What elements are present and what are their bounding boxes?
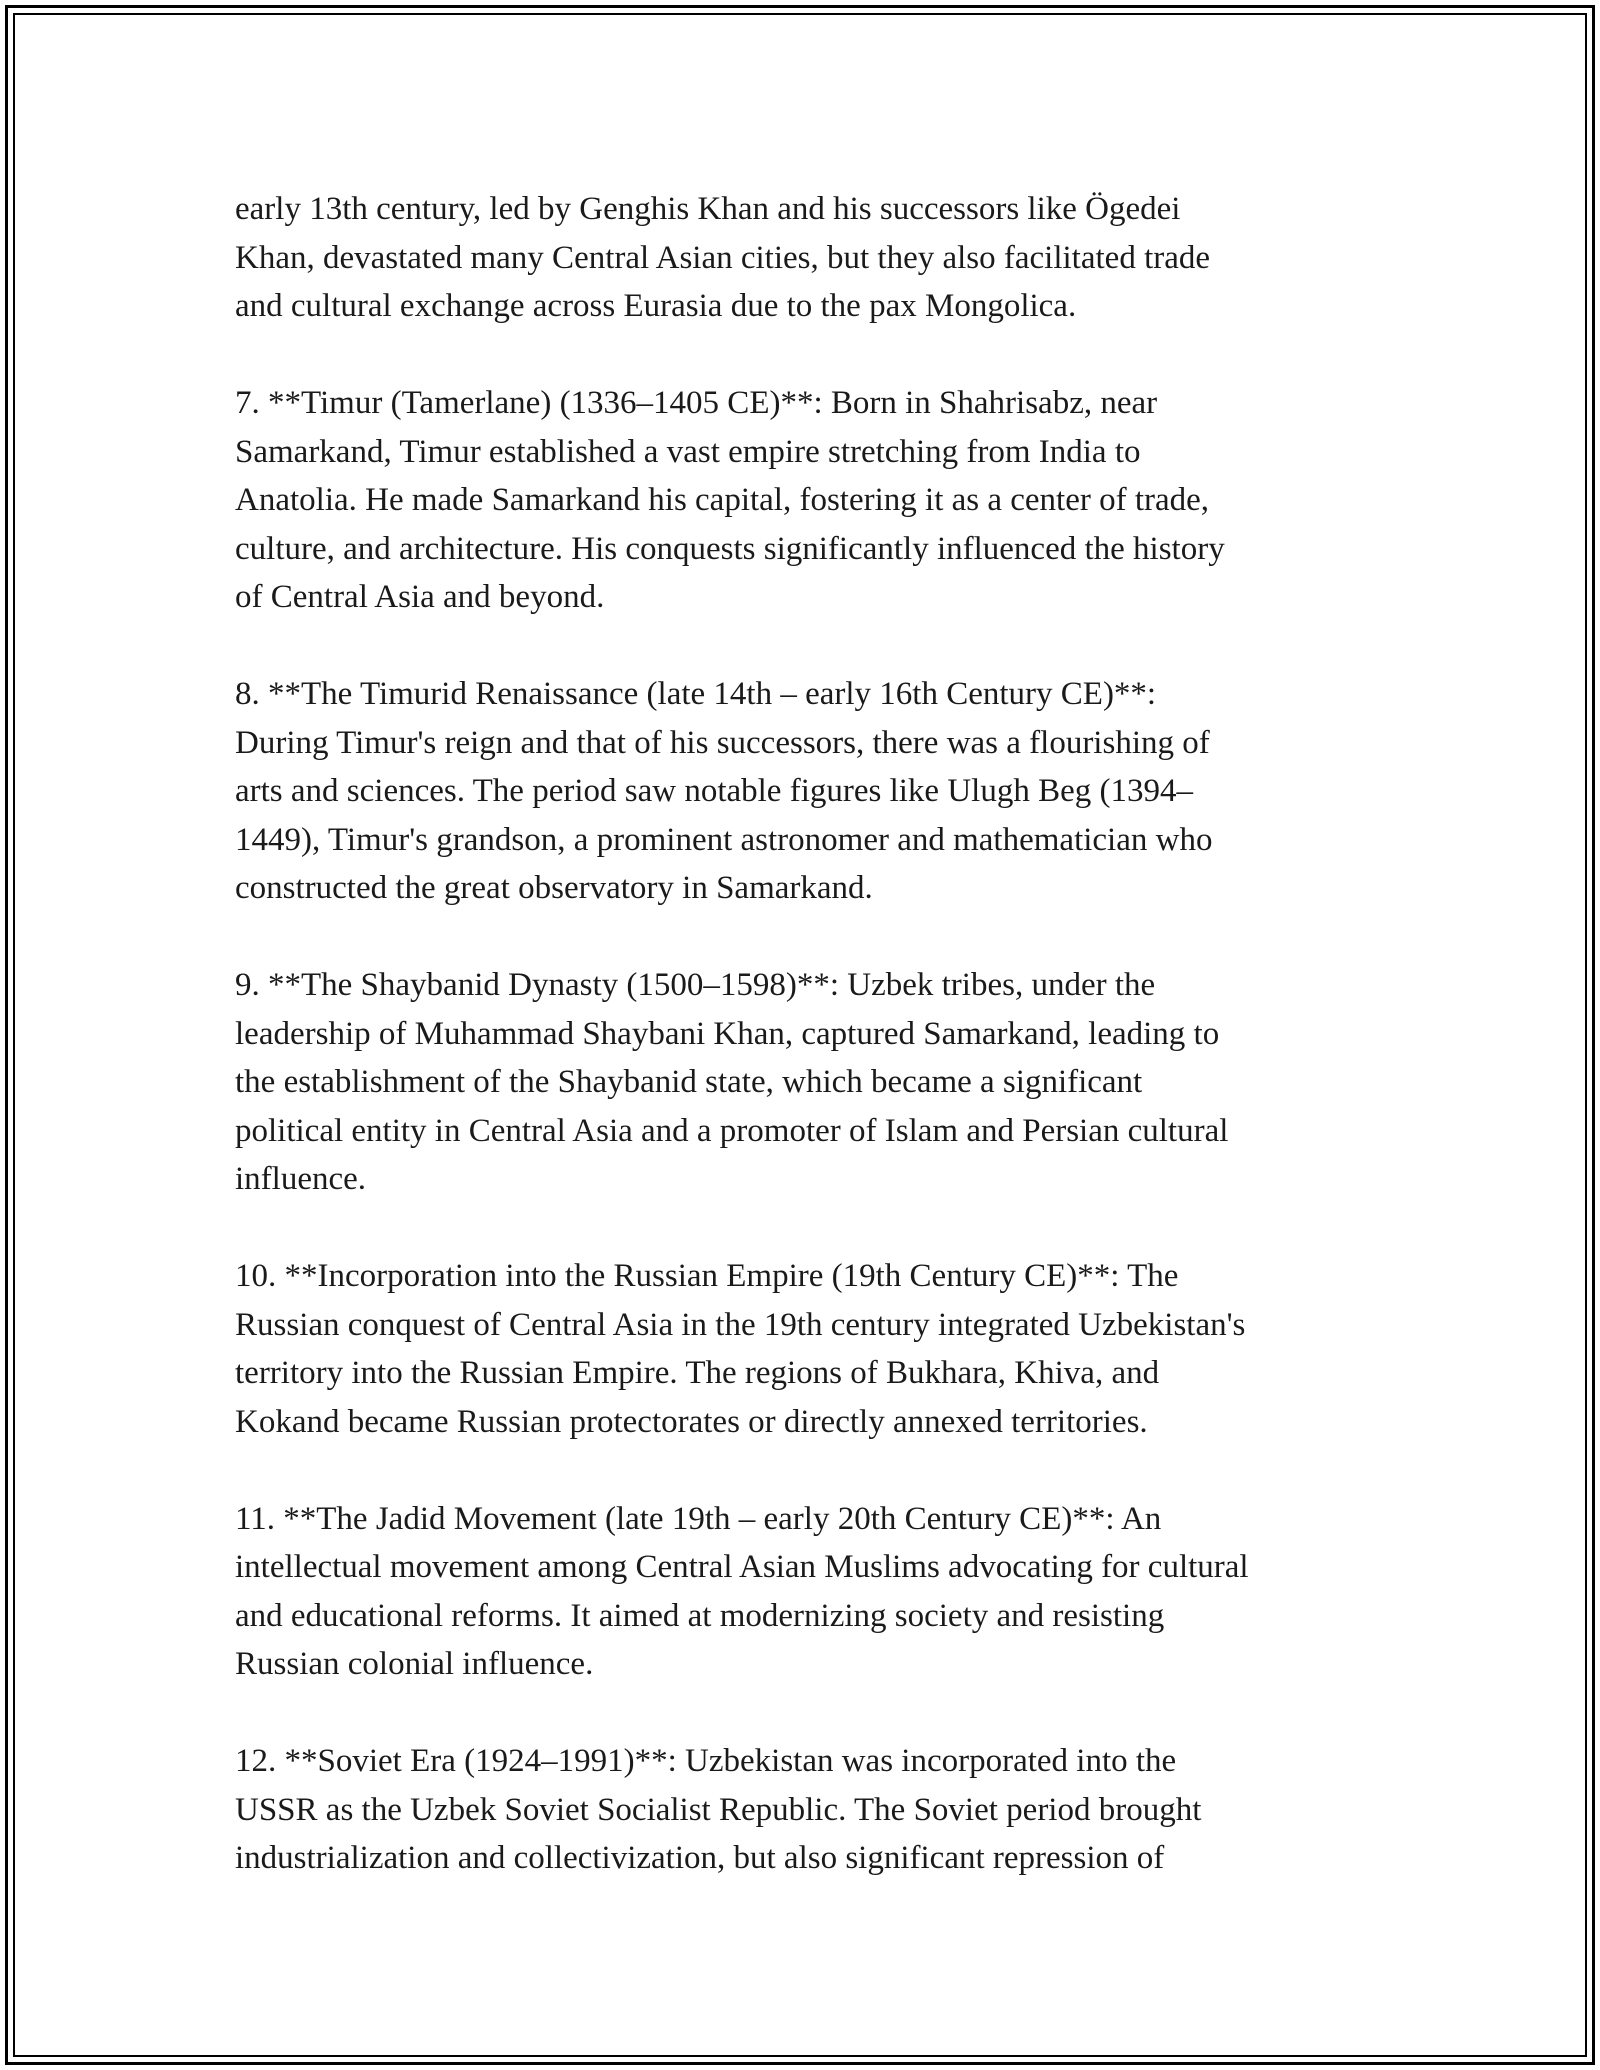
text-line: arts and sciences. The period saw notable figures like Ulugh Beg (1394– xyxy=(235,773,1193,809)
text-line: 1449), Timur's grandson, a prominent astronomer and mathematician who xyxy=(235,821,1213,858)
text-line: Samarkand, Timur established a vast empire stretching from India to xyxy=(235,433,1141,470)
text-line: territory into the Russian Empire. The regions of Bukhara, Khiva, and xyxy=(235,1355,1160,1391)
paragraph-mongol-continuation xyxy=(235,185,1385,331)
text-line: USSR as the Uzbek Soviet Socialist Republic. The Soviet period brought xyxy=(235,1791,1202,1828)
text-line: leadership of Muhammad Shaybani Khan, captured Samarkand, leading to xyxy=(235,1015,1220,1052)
text-line: and cultural exchange across Eurasia due to the pax Mongolica. xyxy=(235,288,1077,324)
text-line: culture, and architecture. His conquests significantly influenced the history xyxy=(235,530,1225,567)
paragraph-item-8-timurid-renaissance xyxy=(235,670,1385,913)
text-line: early 13th century, led by Genghis Khan and his successors like Ögedei xyxy=(235,191,1181,227)
text-line: 12. **Soviet Era (1924–1991)**: Uzbekistan was incorporated into the xyxy=(235,1743,1177,1779)
text-line: 10. **Incorporation into the Russian Empire (19th Century CE)**: The xyxy=(235,1258,1179,1294)
text-line: Kokand became Russian protectorates or directly annexed territories. xyxy=(235,1403,1148,1440)
text-line: intellectual movement among Central Asian Muslims advocating for cultural xyxy=(235,1549,1249,1585)
text-line: industrialization and collectivization, but also significant repression of xyxy=(235,1840,1165,1876)
text-line: constructed the great observatory in Samarkand. xyxy=(235,870,873,906)
text-line: the establishment of the Shaybanid state, which became a significant xyxy=(235,1064,1143,1100)
text-line: of Central Asia and beyond. xyxy=(235,579,605,615)
text-line: political entity in Central Asia and a promoter of Islam and Persian cultural xyxy=(235,1112,1229,1149)
paragraph-item-11-jadid xyxy=(235,1495,1385,1689)
text-line: influence. xyxy=(235,1161,367,1197)
paragraph-item-7-timur xyxy=(235,379,1385,622)
text-line: 9. **The Shaybanid Dynasty (1500–1598)**: Uzbek tribes, under the xyxy=(235,967,1156,1003)
text-line: Russian colonial influence. xyxy=(235,1646,594,1682)
paragraph-item-10-russian-empire xyxy=(235,1252,1385,1446)
paragraph-item-9-shaybanid xyxy=(235,961,1385,1204)
text-line: 11. **The Jadid Movement (late 19th – early 20th Century CE)**: An xyxy=(235,1500,1162,1537)
document-body xyxy=(235,185,1385,1931)
text-line: 8. **The Timurid Renaissance (late 14th – early 16th Century CE)**: xyxy=(235,676,1157,712)
text-line: 7. **Timur (Tamerlane) (1336–1405 CE)**: Born in Shahrisabz, near xyxy=(235,385,1158,421)
text-line: During Timur's reign and that of his successors, there was a flourishing of xyxy=(235,724,1210,761)
text-line: Khan, devastated many Central Asian cities, but they also facilitated trade xyxy=(235,239,1211,276)
text-line: and educational reforms. It aimed at modernizing society and resisting xyxy=(235,1597,1165,1634)
paragraph-item-12-soviet xyxy=(235,1737,1385,1883)
text-line: Russian conquest of Central Asia in the 19th century integrated Uzbekistan's xyxy=(235,1306,1246,1343)
text-line: Anatolia. He made Samarkand his capital, fostering it as a center of trade, xyxy=(235,482,1210,518)
